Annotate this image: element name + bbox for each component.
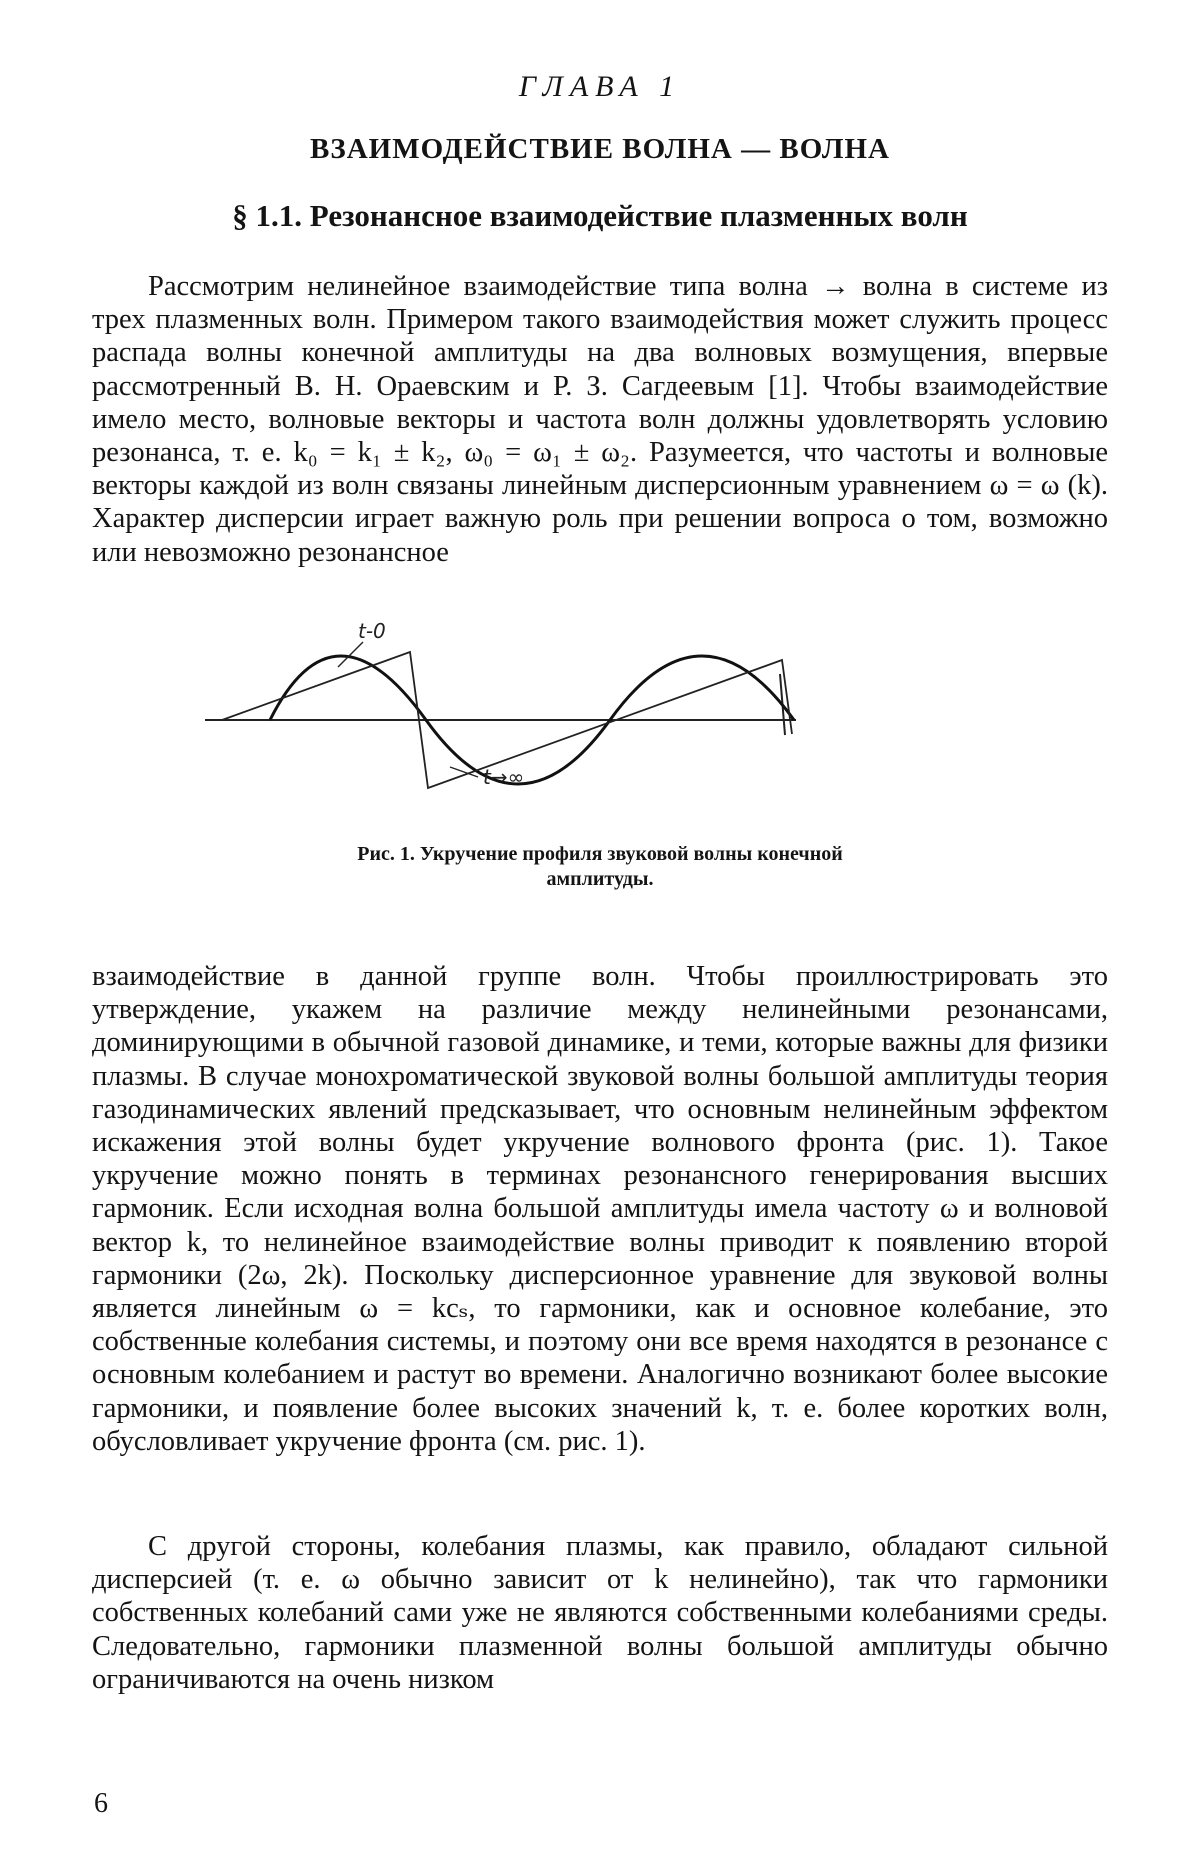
chapter-title: ВЗАИМОДЕЙСТВИЕ ВОЛНА — ВОЛНА — [310, 133, 890, 165]
label-top-pointer — [338, 642, 363, 667]
label-t-initial: t-0 — [358, 619, 386, 643]
caption-line-2: амплитуды. — [546, 868, 654, 890]
paragraph-2: взаимодействие в данной группе волн. Чтобы проиллюстрировать это утверждение, укажем на различие между нелинейными резонансами, доминирующими в обычной газовой динамике, и теми, которые важны для физики плазмы. В случае монохроматической звуковой волны большой амплитуды теория газодинамических явлений предсказывает, что основным нелинейным эффектом искажения этой волны будет укручение волнового фронта (рис. 1). Такое укручение можно понять в терминах резонансного генерирования высших гармоник. Если исходная волна большой амплитуды имела частоту ω и волновой вектор k, то нелинейное взаимодействие волны приводит к появлению второй гармоники (2ω, 2k). Поскольку дисперсионное уравнение для звуковой волны является линейным ω = kcₛ, то гармоники, как и основное колебание, это собственные колебания системы, и поэтому они все время находятся в резонансе с основным колебанием и растут во времени. Аналогично возникают более высокие гармоники, и появление более высоких значений k, т. е. более коротких волн, обусловливает укручение фронта (см. рис. 1). — [92, 961, 1108, 1457]
section-title: § 1.1. Резонансное взаимодействие плазменных волн — [232, 198, 968, 233]
label-t-infinity: t→∞ — [483, 765, 525, 789]
paragraph-3: С другой стороны, колебания плазмы, как правило, обладают сильной дисперсией (т. е. ω обычно зависит от k нелинейно), так что гармоники собственных колебаний сами уже не являются собственными колебаниями среды. Следовательно, гармоники плазменной волны большой амплитуды обычно ограничиваются на очень низком — [92, 1531, 1108, 1695]
wave-diagram — [180, 612, 1020, 822]
page-number: 6 — [94, 1788, 108, 1819]
figure-wave-steepening — [180, 612, 1020, 822]
paragraph-1: Рассмотрим нелинейное взаимодействие типа волна → волна в системе из трех плазменных волн. Примером такого взаимодействия может служить процесс распада волны конечной амплитуды на два волновых возмущения, впервые рассмотренный В. Н. Ораевским и Р. З. Сагдеевым [1]. Чтобы взаимодействие имело место, волновые векторы и частота волн должны удовлетворять условию резонанса, т. е. k₀ = k₁ ± k₂, ω₀ = ω₁ ± ω₂. Разумеется, что частоты и волновые векторы каждой из волн связаны линейным дисперсионным уравнением ω = ω (k). Характер дисперсии играет важную роль при решении вопроса о том, возможно или невозможно резонансное — [92, 271, 1108, 568]
chapter-label: ГЛАВА 1 — [518, 70, 682, 103]
caption-line-1: Рис. 1. Укручение профиля звуковой волны конечной — [357, 843, 843, 865]
figure-caption — [0, 842, 1200, 892]
